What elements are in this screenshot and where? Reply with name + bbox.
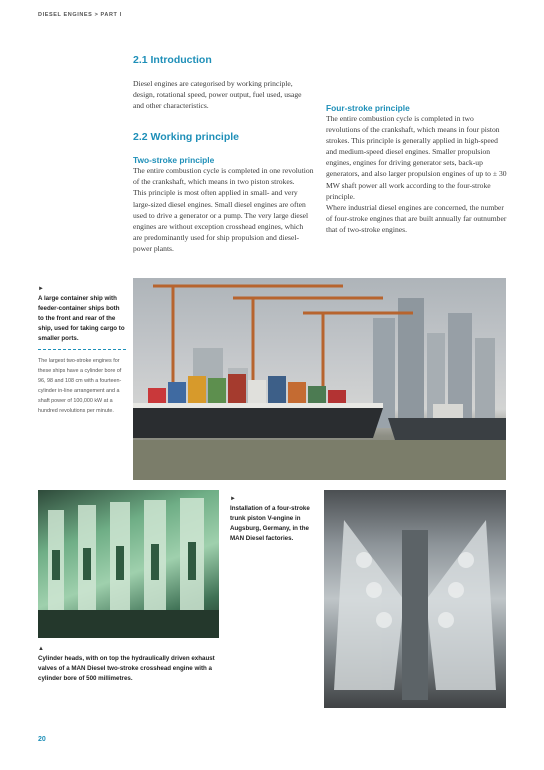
- right-pointer-icon: ►: [230, 496, 236, 502]
- page-number: 20: [38, 736, 46, 743]
- right-text-column: [326, 54, 508, 235]
- caption-container-ship-text: A large container ship with feeder-container ships both to the front and rear of the ship, used for taking cargo to smaller ports.: [38, 295, 125, 342]
- section-title-working-principle: 2.2 Working principle: [133, 131, 239, 144]
- container-port-illustration: [133, 278, 506, 480]
- two-stroke-paragraph-2: This principle is most often applied in small- and very large-sized diesel engines. Small diesel engines are often used to drive a generator or a pump. The very large diesel engines are without exception crosshead engines, which are predominantly used for ship propulsion and diesel-power plants.: [133, 188, 309, 253]
- v-engine-illustration: [324, 490, 506, 708]
- container-ship-photo: [133, 278, 506, 480]
- up-pointer-icon: ▲: [38, 646, 44, 652]
- caption-cylinder-heads-text: Cylinder heads, with on top the hydraulically driven exhaust valves of a MAN Diesel two-stroke crosshead engine with a cylinder bore of 500 millimetres.: [38, 655, 215, 682]
- two-stroke-paragraph-1: The entire combustion cycle is completed in one revolution of the crankshaft, which means in two piston strokes.: [133, 166, 314, 187]
- cylinder-heads-photo: [38, 490, 219, 638]
- caption-cylinder-heads: [38, 644, 228, 684]
- v-engine-photo: [324, 490, 506, 708]
- four-stroke-paragraph-2: Where industrial diesel engines are concerned, the number of four-stroke engines that are built annually far outnumber that of two-stroke engines.: [326, 202, 507, 234]
- running-header: DIESEL ENGINES > PART I: [38, 12, 122, 18]
- caption-container-ship: [38, 284, 126, 416]
- subsection-title-two-stroke: Two-stroke principle: [133, 155, 215, 166]
- left-text-column: [133, 54, 314, 254]
- right-pointer-icon: ►: [38, 286, 44, 292]
- introduction-paragraph: Diesel engines are categorised by working principle, design, rotational speed, power output, fuel used, usage and other characteristics.: [133, 79, 302, 111]
- four-stroke-paragraph-1: The entire combustion cycle is completed in two revolutions of the crankshaft, which means in four piston strokes. This principle is generally applied in high-speed and medium-speed diesel engines. Smaller propulsion engines, engines for driving generator sets, back-up generators, and also larger propulsion engines of up to ± 30 MW shaft power all work according to the four-stroke principle.: [326, 114, 507, 201]
- continued-text-spacer: [326, 54, 508, 99]
- caption-v-engine-text: Installation of a four-stroke trunk piston V-engine in Augsburg, Germany, in the MAN Diesel factories.: [230, 505, 310, 542]
- cylinder-heads-illustration: [38, 490, 219, 638]
- caption-v-engine: [230, 494, 318, 544]
- subsection-title-four-stroke: Four-stroke principle: [326, 103, 410, 113]
- section-title-introduction: 2.1 Introduction: [133, 54, 212, 66]
- caption-container-ship-note: The largest two-stroke engines for these ships have a cylinder bore of 96, 98 and 108 cm with a fourteen-cylinder in-line arrangement and a shaft power of 100,000 kW at a hundred revolutions per minute.: [38, 358, 122, 414]
- caption-divider: [38, 349, 126, 350]
